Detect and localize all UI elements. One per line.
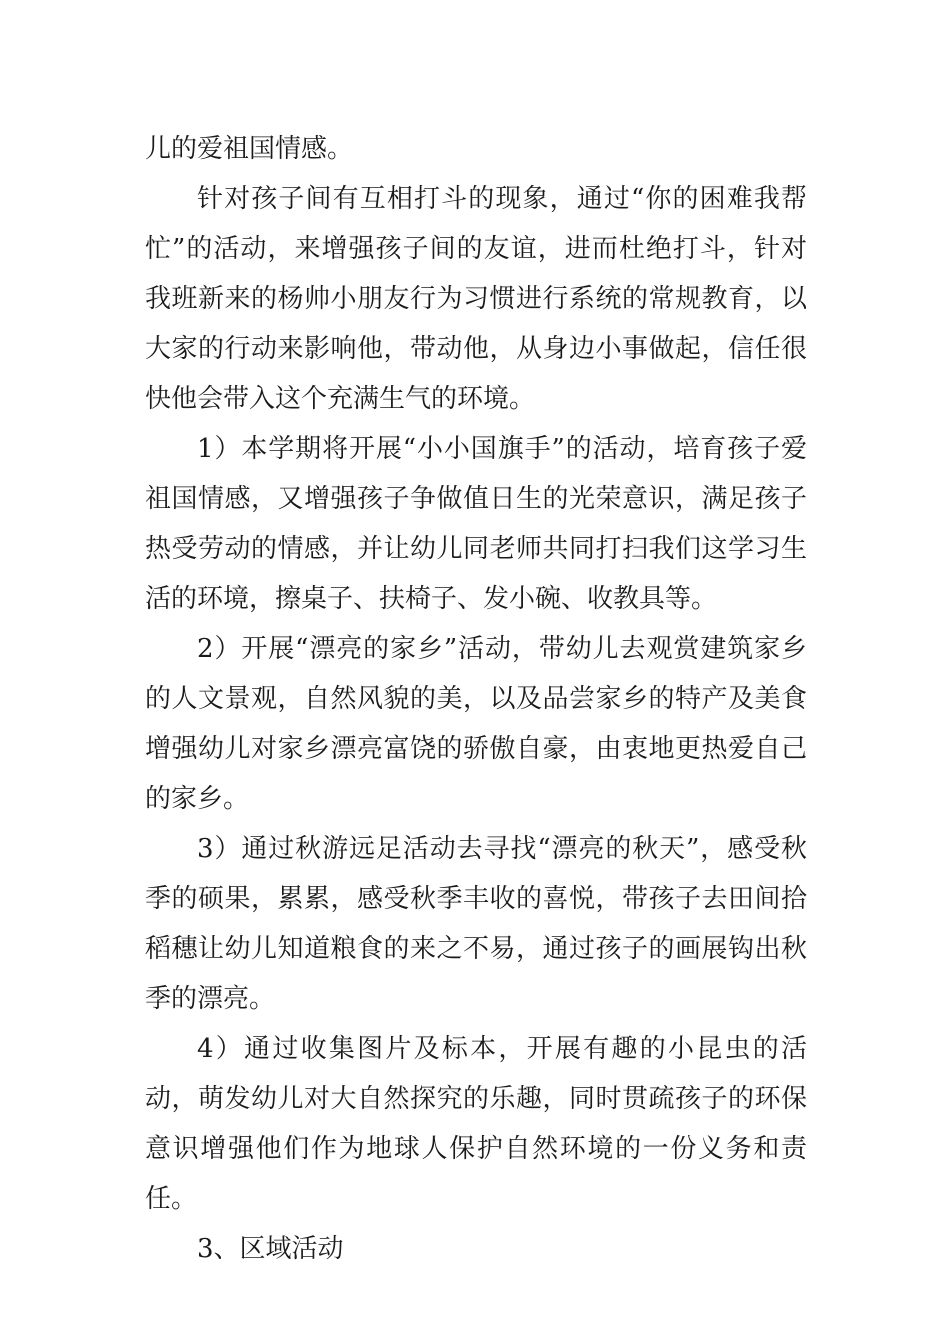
paragraph-item-1: 1）本学期将开展“小小国旗手”的活动，培育孩子爱祖国情感，又增强孩子争做值日生的光荣意识，满足孩子热受劳动的情感，并让幼儿同老师共同打扫我们这学习生活的环境，擦桌子、扶椅子、发小碗、收教具等。 [145, 434, 807, 614]
paragraph-continuation: 儿的爱祖国情感。 [145, 134, 354, 164]
paragraph-item-2: 2）开展“漂亮的家乡”活动，带幼儿去观赏建筑家乡的人文景观，自然风貌的美，以及品尝家乡的特产及美食增强幼儿对家乡漂亮富饶的骄傲自豪，由衷地更热爱自己的家乡。 [145, 634, 807, 814]
paragraph-item-4: 4）通过收集图片及标本，开展有趣的小昆虫的活动，萌发幼儿对大自然探究的乐趣，同时贯疏孩子的环保意识增强他们作为地球人保护自然环境的一份义务和责任。 [145, 1034, 807, 1214]
section-heading-area-activities: 3、区域活动 [197, 1234, 344, 1264]
document-body [145, 124, 807, 1274]
paragraph-item-3: 3）通过秋游远足活动去寻找“漂亮的秋天”，感受秋季的硕果，累累，感受秋季丰收的喜悦，带孩子去田间拾稻穗让幼儿知道粮食的来之不易，通过孩子的画展钩出秋季的漂亮。 [145, 834, 807, 1014]
paragraph-fighting: 针对孩子间有互相打斗的现象，通过“你的困难我帮忙”的活动，来增强孩子间的友谊，进而杜绝打斗，针对我班新来的杨帅小朋友行为习惯进行系统的常规教育，以大家的行动来影响他，带动他，从身边小事做起，信任很快他会带入这个充满生气的环境。 [145, 184, 807, 414]
